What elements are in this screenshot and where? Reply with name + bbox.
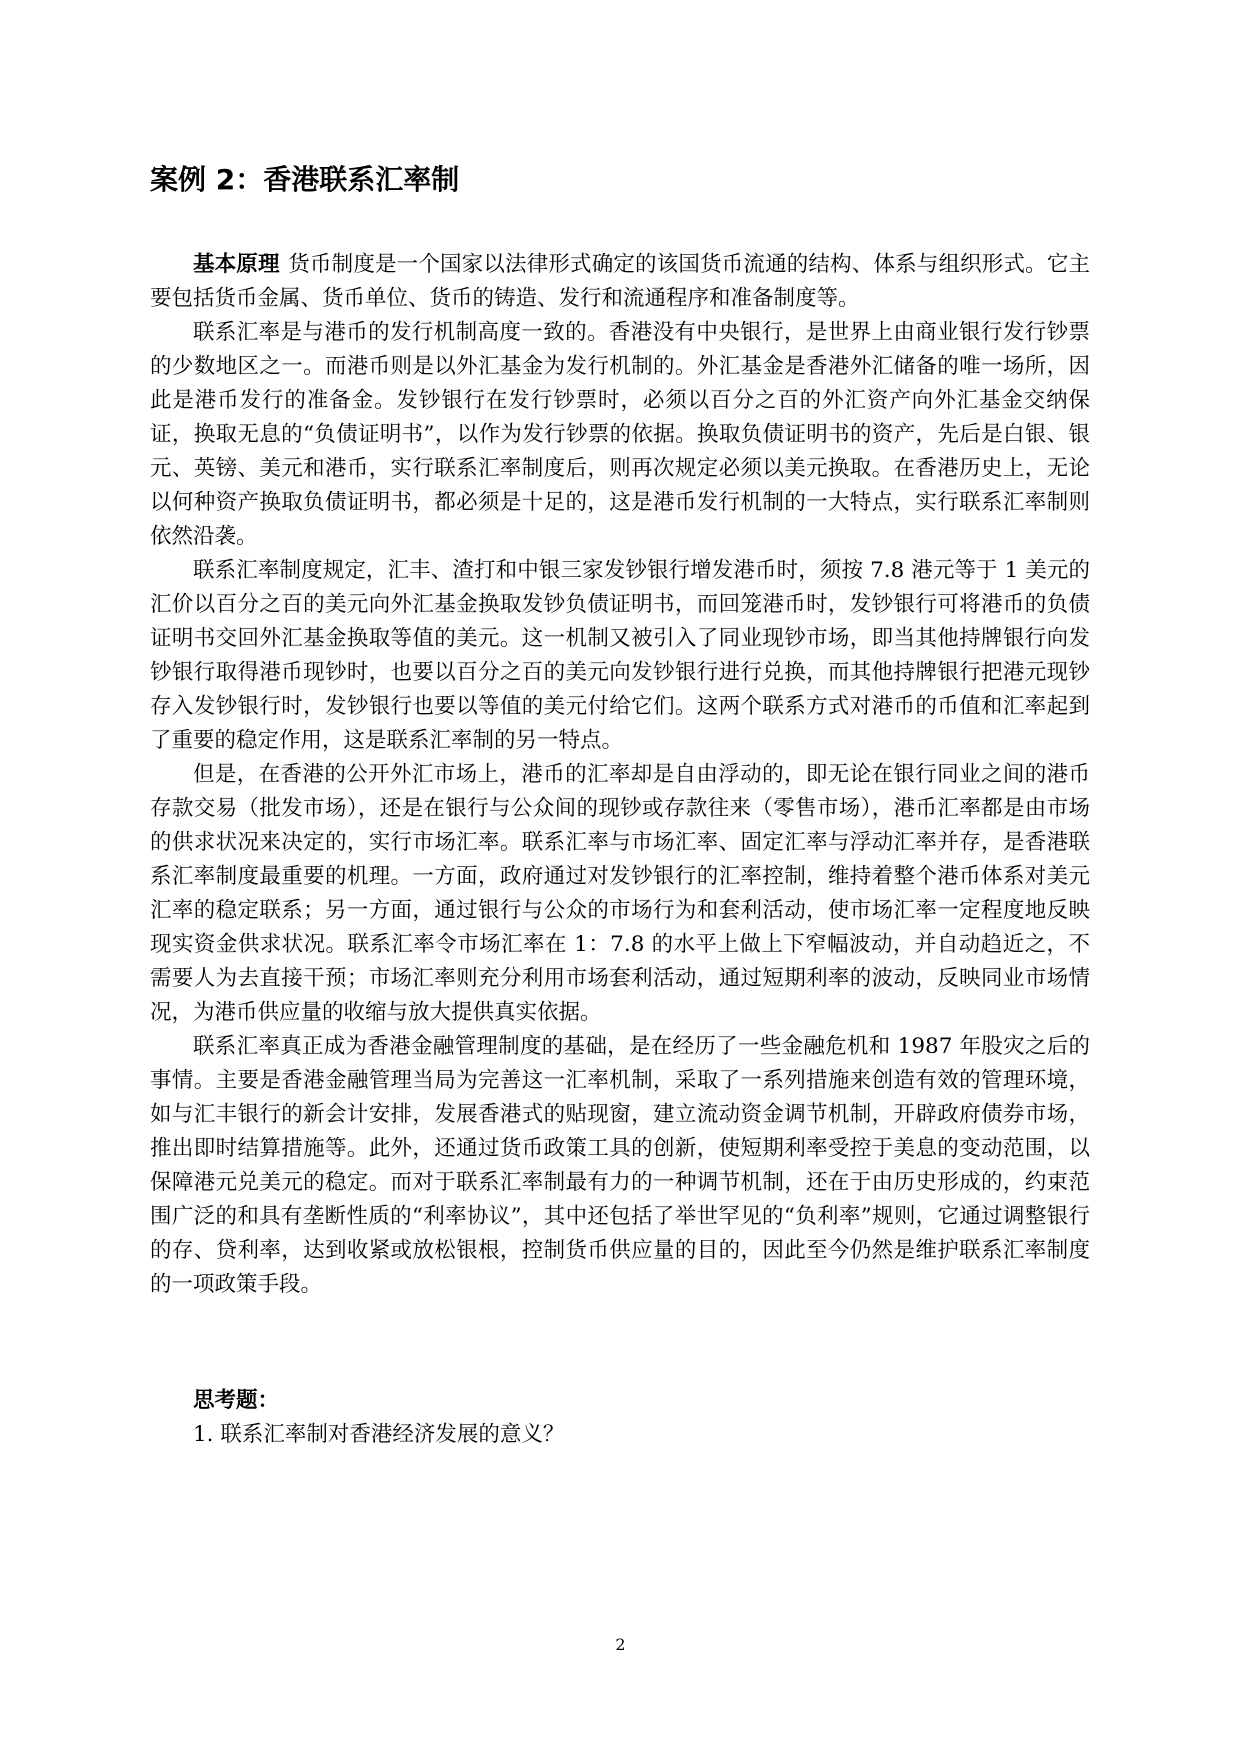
page-title: 案例 2：香港联系汇率制 — [150, 163, 460, 196]
paragraph-5: 联系汇率真正成为香港金融管理制度的基础，是在经历了一些金融危机和 1987 年股灾之后的事情。主要是香港金融管理当局为完善这一汇率机制，采取了一系列措施来创造有效的管理环境，如与汇丰银行的新会计安排，发展香港式的贴现窗，建立流动资金调节机制，开辟政府债券市场，推出即时结算措施等。此外，还通过货币政策工具的创新，使短期利率受控于美息的变动范围，以保障港元兑美元的稳定。而对于联系汇率制最有力的一种调节机制，还在于由历史形成的，约束范围广泛的和具有垄断性质的“利率协议”，其中还包括了举世罕见的“负利率”规则，它通过调整银行的存、贷利率，达到收紧或放松银根，控制货币供应量的目的，因此至今仍然是维护联系汇率制度的一项政策手段。 — [150, 1034, 1090, 1297]
paragraph-3: 联系汇率制度规定，汇丰、渣打和中银三家发钞银行增发港币时，须按 7.8 港元等于 1 美元的汇价以百分之百的美元向外汇基金换取发钞负债证明书，而回笼港币时，发钞银行可将港币的负债证明书交回外汇基金换取等值的美元。这一机制又被引入了同业现钞市场，即当其他持牌银行向发钞银行取得港币现钞时，也要以百分之百的美元向发钞银行进行兑换，而其他持牌银行把港元现钞存入发钞银行时，发钞银行也要以等值的美元付给它们。这两个联系方式对港币的币值和汇率起到了重要的稳定作用，这是联系汇率制的另一特点。 — [150, 558, 1090, 753]
body-text — [150, 248, 1090, 1302]
paragraph-4: 但是，在香港的公开外汇市场上，港币的汇率却是自由浮动的，即无论在银行同业之间的港币存款交易（批发市场），还是在银行与公众间的现钞或存款往来（零售市场），港币汇率都是由市场的供求状况来决定的，实行市场汇率。联系汇率与市场汇率、固定汇率与浮动汇率并存，是香港联系汇率制度最重要的机理。一方面，政府通过对发钞银行的汇率控制，维持着整个港币体系对美元汇率的稳定联系；另一方面，通过银行与公众的市场行为和套利活动，使市场汇率一定程度地反映现实资金供求状况。联系汇率令市场汇率在 1：7.8 的水平上做上下窄幅波动，并自动趋近之，不需要人为去直接干预；市场汇率则充分利用市场套利活动，通过短期利率的波动，反映同业市场情况，为港币供应量的收缩与放大提供真实依据。 — [150, 762, 1090, 1025]
lead-label: 基本原理 — [193, 252, 280, 277]
paragraph-2: 联系汇率是与港币的发行机制高度一致的。香港没有中央银行，是世界上由商业银行发行钞票的少数地区之一。而港币则是以外汇基金为发行机制的。外汇基金是香港外汇储备的唯一场所，因此是港币发行的准备金。发钞银行在发行钞票时，必须以百分之百的外汇资产向外汇基金交纳保证，换取无息的“负债证明书”，以作为发行钞票的依据。换取负债证明书的资产，先后是白银、银元、英镑、美元和港币，实行联系汇率制度后，则再次规定必须以美元换取。在香港历史上，无论以何种资产换取负债证明书，都必须是十足的，这是港币发行机制的一大特点，实行联系汇率制则依然沿袭。 — [150, 320, 1090, 549]
paragraph-1 — [150, 248, 1090, 316]
page-number: 2 — [615, 1635, 626, 1654]
question-item: 1. 联系汇率制对香港经济发展的意义？ — [193, 1422, 565, 1447]
questions-section — [150, 1384, 1090, 1452]
questions-heading: 思考题： — [193, 1388, 280, 1413]
paragraph-1-text: 货币制度是一个国家以法律形式确定的该国货币流通的结构、体系与组织形式。它主要包括货币金属、货币单位、货币的铸造、发行和流通程序和准备制度等。 — [150, 252, 1090, 311]
